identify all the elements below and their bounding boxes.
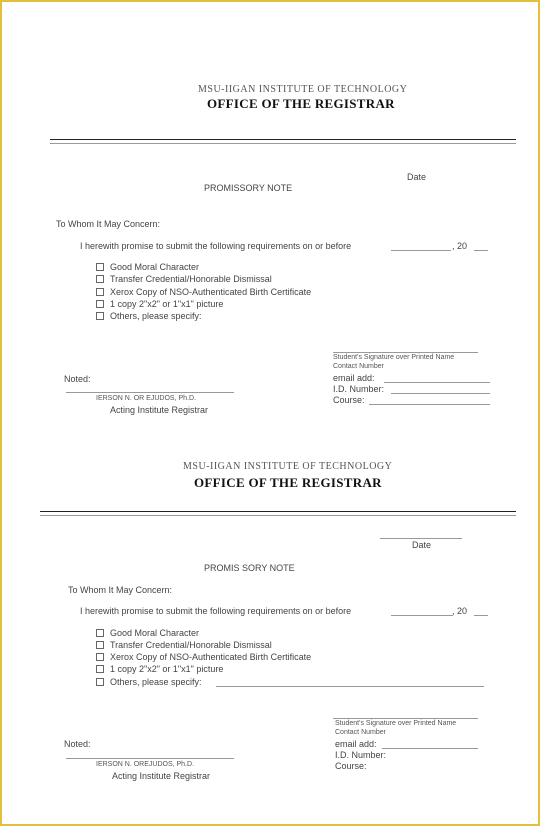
registrar-name: IERSON N. OREJUDOS, Ph.D. — [96, 761, 195, 768]
checkbox[interactable] — [96, 678, 104, 686]
registrar-signature-line — [66, 392, 234, 393]
requirement-item: Others, please specify: — [96, 311, 202, 321]
year-line — [474, 615, 488, 616]
requirement-item: 1 copy 2"x2" or 1"x1" picture — [96, 299, 223, 309]
due-date-line — [391, 250, 451, 251]
course-label: Course: — [333, 395, 365, 405]
header-rule — [40, 511, 516, 512]
requirement-item: Xerox Copy of NSO-Authenticated Birth Certificate — [96, 652, 311, 662]
note-title: PROMIS SORY NOTE — [204, 563, 295, 573]
contact-label: Contact Number — [335, 729, 386, 736]
requirement-item: Xerox Copy of NSO-Authenticated Birth Certificate — [96, 287, 311, 297]
salutation: To Whom It May Concern: — [56, 219, 161, 229]
signature-label: Student's Signature over Printed Name — [333, 354, 455, 361]
noted-label: Noted: — [64, 374, 91, 384]
checkbox[interactable] — [96, 312, 104, 320]
requirement-item: Transfer Credential/Honorable Dismissal — [96, 274, 272, 284]
email-line — [382, 748, 478, 749]
registrar-title: Acting Institute Registrar — [112, 771, 211, 781]
checkbox[interactable] — [96, 288, 104, 296]
contact-label: Contact Number — [333, 363, 384, 370]
office-title: OFFICE OF THE REGISTRAR — [207, 96, 395, 111]
checkbox[interactable] — [96, 263, 104, 271]
checkbox[interactable] — [96, 300, 104, 308]
year-line — [474, 250, 488, 251]
registrar-name: IERSON N. OR EJUDOS, Ph.D. — [96, 395, 196, 402]
email-label: email add: — [333, 373, 375, 383]
office-title: OFFICE OF THE REGISTRAR — [194, 475, 382, 490]
salutation: To Whom It May Concern: — [68, 585, 173, 595]
institute-name: MSU-IIGAN INSTITUTE OF TECHNOLOGY — [198, 84, 408, 95]
checkbox[interactable] — [96, 275, 104, 283]
requirement-item: Transfer Credential/Honorable Dismissal — [96, 640, 272, 650]
email-label: email add: — [335, 739, 377, 749]
id-label: I.D. Number: — [335, 750, 387, 760]
course-line — [369, 404, 490, 405]
year-prefix: , 20 — [452, 606, 468, 616]
requirement-item: Others, please specify: — [96, 677, 202, 687]
id-label: I.D. Number: — [333, 384, 385, 394]
checkbox[interactable] — [96, 665, 104, 673]
institute-name: MSU-IIGAN INSTITUTE OF TECHNOLOGY — [183, 461, 393, 472]
others-specify-line — [216, 686, 484, 687]
noted-label: Noted: — [64, 739, 91, 749]
checkbox[interactable] — [96, 629, 104, 637]
registrar-title: Acting Institute Registrar — [110, 405, 209, 415]
promise-text: I herewith promise to submit the following requirements on or before — [80, 606, 352, 616]
requirement-item: 1 copy 2"x2" or 1"x1" picture — [96, 664, 223, 674]
signature-label: Student's Signature over Printed Name — [335, 720, 457, 727]
promise-text: I herewith promise to submit the following requirements on or before — [80, 241, 352, 251]
header-rule-thin — [40, 515, 516, 516]
date-line — [380, 538, 462, 539]
note-title: PROMISSORY NOTE — [204, 183, 293, 193]
requirement-item: Good Moral Character — [96, 628, 199, 638]
due-date-line — [391, 615, 453, 616]
header-rule — [50, 139, 516, 140]
date-label: Date — [412, 540, 432, 550]
checkbox[interactable] — [96, 641, 104, 649]
course-label: Course: — [335, 761, 367, 771]
signature-line — [333, 352, 478, 353]
header-rule-thin — [50, 143, 516, 144]
registrar-signature-line — [66, 758, 234, 759]
checkbox[interactable] — [96, 653, 104, 661]
year-prefix: , 20 — [452, 241, 468, 251]
id-line — [391, 393, 490, 394]
date-label: Date — [407, 172, 427, 182]
signature-line — [333, 718, 478, 719]
requirement-item: Good Moral Character — [96, 262, 199, 272]
email-line — [384, 382, 490, 383]
